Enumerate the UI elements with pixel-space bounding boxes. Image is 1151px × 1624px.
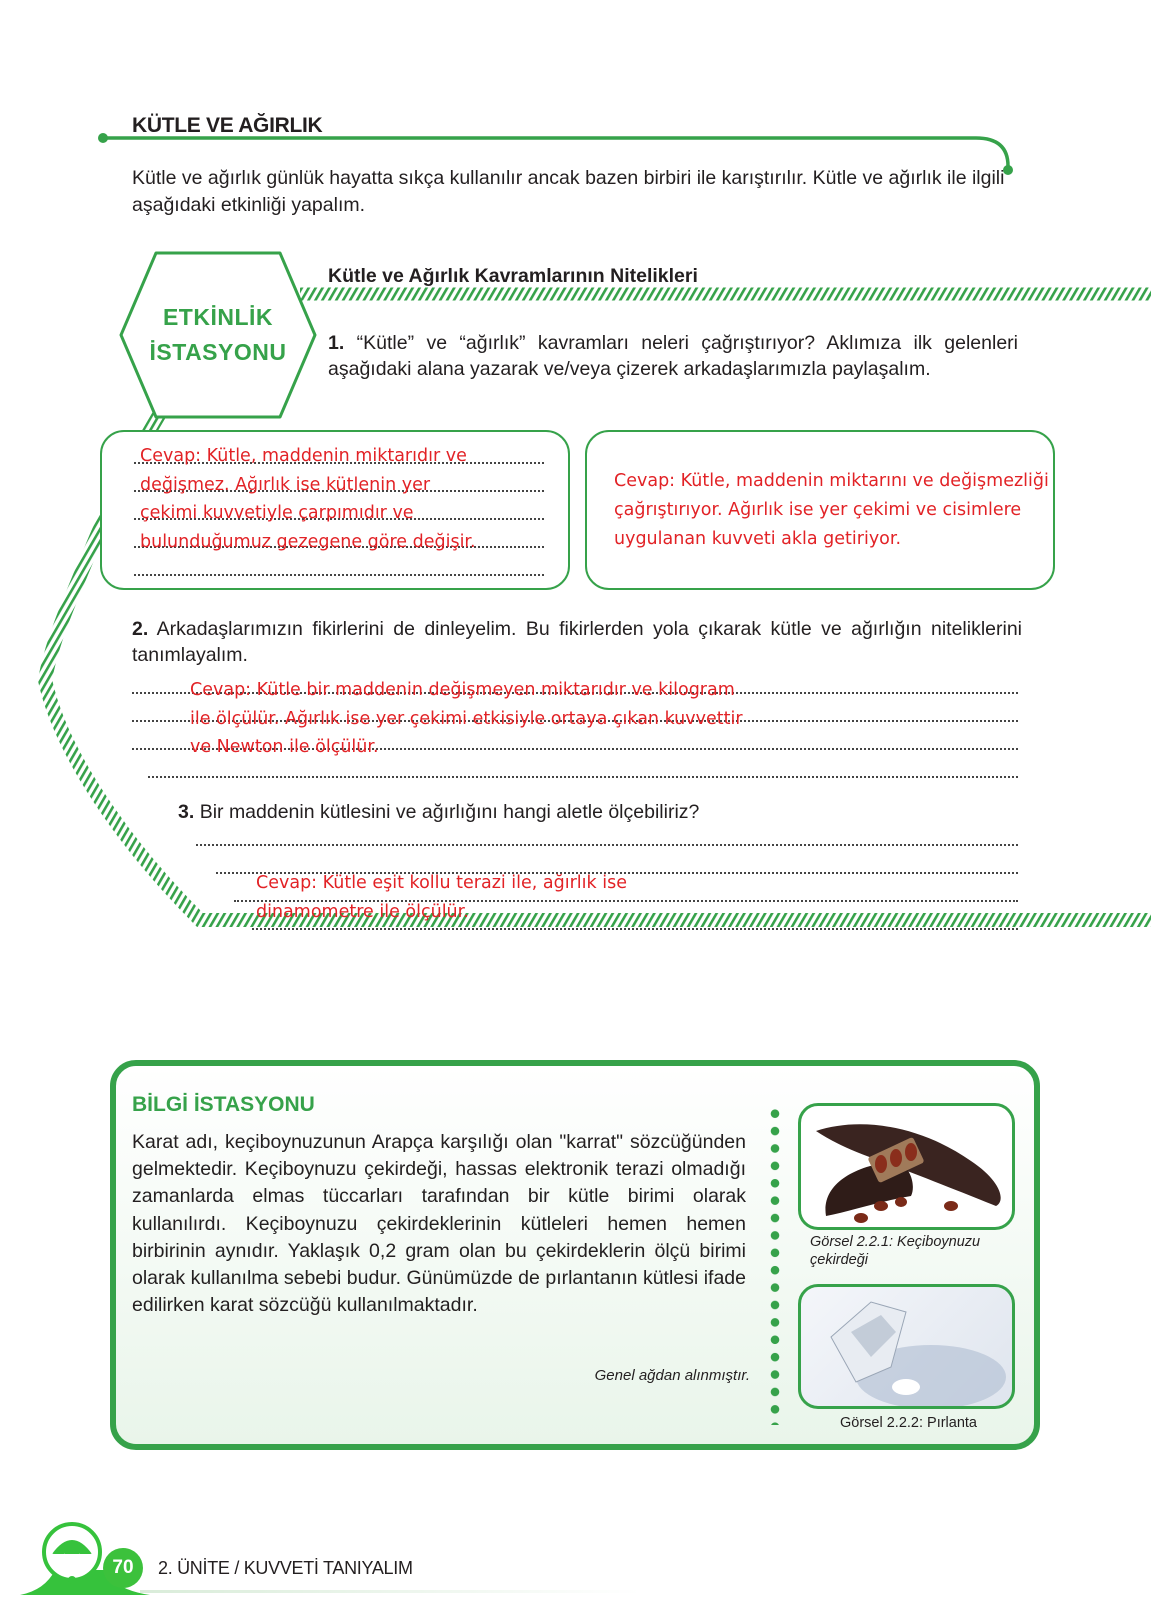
answer-q3-text: Cevap: Kütle eşit kollu terazi ile, ağırlık ise dinamometre ile ölçülür. <box>256 873 627 922</box>
answer-q2-text: Cevap: Kütle bir maddenin değişmeyen miktarıdır ve kilogram ile ölçülür. Ağırlık ise yer çekimi etkisiyle ortaya çıkan kuvvettir ve Newton ile ölçülür. <box>190 680 743 757</box>
question-1: 1. “Kütle” ve “ağırlık” kavramları neleri çağrıştırıyor? Aklımıza ilk gelenleri aşağıdaki alana yazarak ve/veya çizerek arkadaşlarımızla paylaşalım. <box>328 332 1018 380</box>
question-3: 3. Bir maddenin kütlesini ve ağırlığını hangi aletle ölçebiliriz? <box>178 801 700 823</box>
source-note: Genel ağdan alınmıştır. <box>594 1367 750 1384</box>
unit-title: 2. ÜNİTE / KUVVETİ TANIYALIM <box>158 1558 413 1578</box>
figure-diamond-image <box>798 1284 1015 1409</box>
answer-right-text: Cevap: Kütle, maddenin miktarını ve değişmezliği çağrıştırıyor. Ağırlık ise yer çekimi ve cisimlere uygulanan kuvveti akla getiriyor. <box>614 471 1049 549</box>
info-station-title: BİLGİ İSTASYONU <box>132 1093 315 1116</box>
page-number: 70 <box>103 1548 143 1588</box>
activity-badge-label: ETKİNLİK İSTASYONU <box>149 304 287 365</box>
figure-2-caption: Görsel 2.2.2: Pırlanta <box>839 1415 977 1431</box>
info-station-text: Karat adı, keçiboynuzunun Arapça karşılığı olan "karrat" sözcüğünden gelmektedir. Keçiboynuzu çekirdeği, hassas elektronik terazi olmadığı zamanlarda elmas tüccarları tarafından bir kütle birimi olarak kullanılırdı. Keçiboynuzu çekirdeklerinin kütleleri hemen hemen birbirinin aynıdır. Yaklaşık 0,2 gram olan bu çekirdeklerin ölçü birimi olarak kullanılma sebebi budur. Günümüzde de pırlantanın kütlesi ifade edilirken karat sözcüğü kullanılmaktadır. <box>132 1131 746 1317</box>
question-2: 2. Arkadaşlarımızın fikirlerini de dinleyelim. Bu fikirlerden yola çıkarak kütle ve ağırlığın niteliklerini tanımlayalım. <box>132 618 1023 666</box>
section-title: KÜTLE VE AĞIRLIK <box>132 114 323 137</box>
parachute-logo-icon <box>40 1520 104 1592</box>
dotted-divider <box>770 1105 780 1425</box>
figure-1-caption: Görsel 2.2.1: Keçiboynuzu çekirdeği <box>810 1234 981 1268</box>
carob-pod-icon <box>801 1106 1015 1230</box>
intro-paragraph: Kütle ve ağırlık günlük hayatta sıkça kullanılır ancak bazen birbiri ile karıştırılır. Kütle ve ağırlık ile ilgili aşağıdaki etkinliği yapalım. <box>132 167 1005 216</box>
answer-left-text: Cevap: Kütle, maddenin miktarıdır ve değişmez. Ağırlık ise kütlenin yer çekimi kuvvetiyle çarpımıdır ve bulunduğumuz gezegene göre değişir. <box>140 446 476 552</box>
activity-title: Kütle ve Ağırlık Kavramlarının Nitelikleri <box>328 265 698 287</box>
diamond-icon <box>801 1287 1015 1409</box>
answer-box-left[interactable] <box>100 430 570 590</box>
figure-carob-image <box>798 1103 1015 1230</box>
